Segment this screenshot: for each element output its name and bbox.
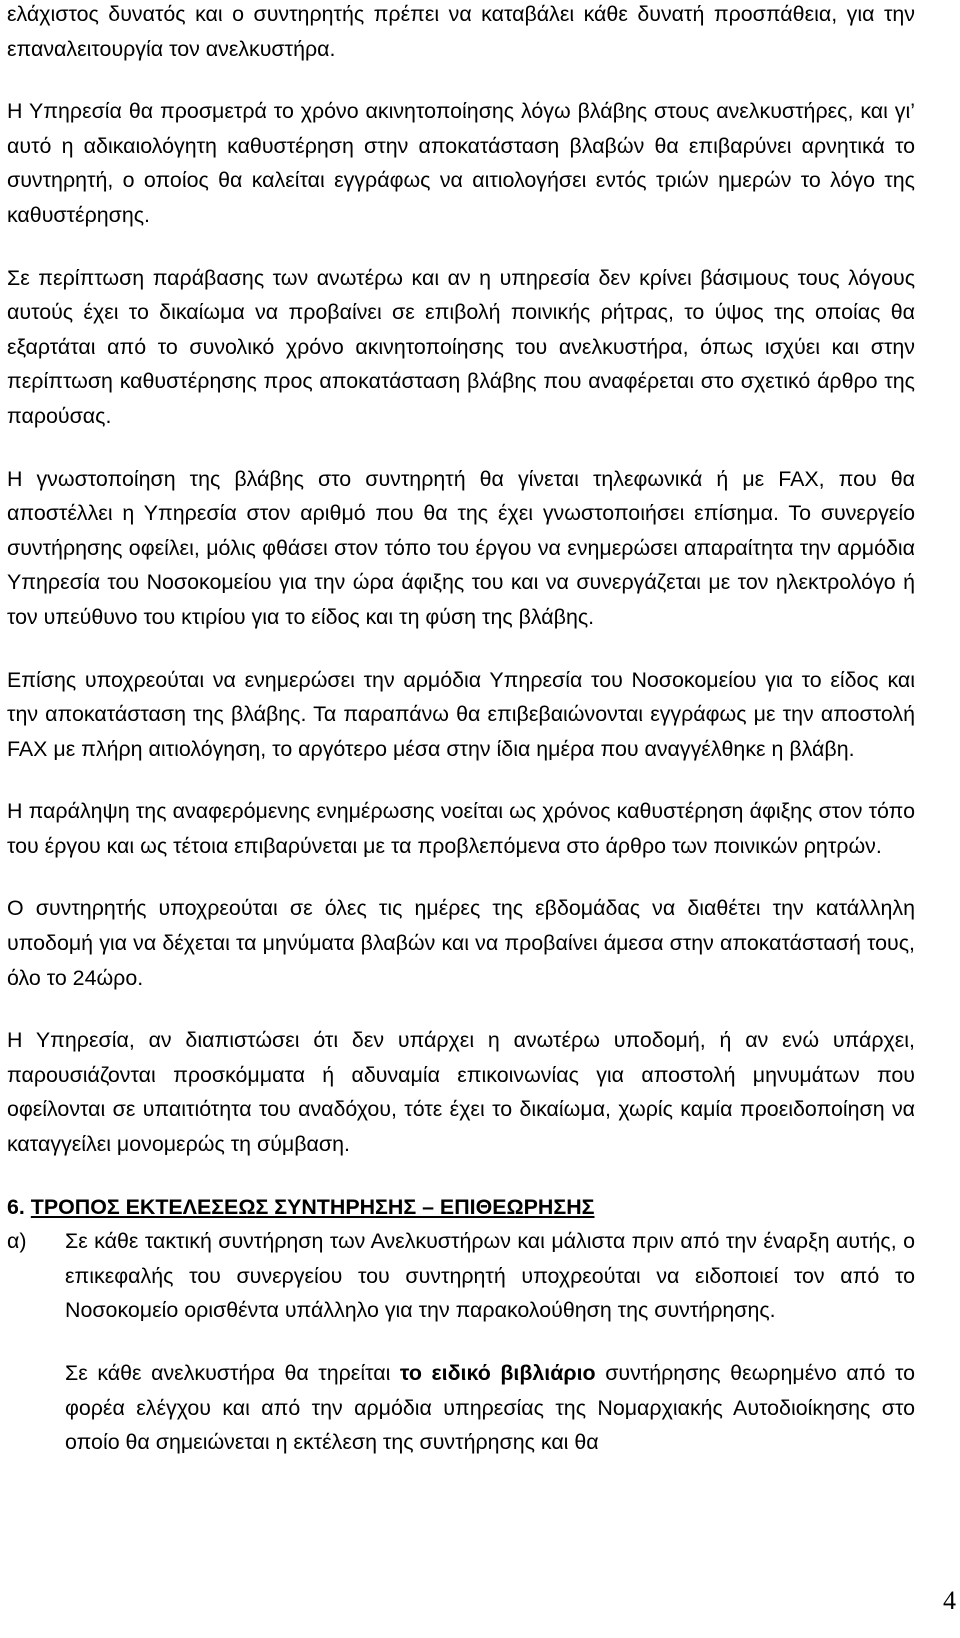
document-page bbox=[7, 0, 915, 1460]
list-item-text: Σε κάθε τακτική συντήρηση των Ανελκυστήρων και μάλιστα πριν από την έναρξη αυτής, ο επικεφαλής του συνεργείου του συντηρητή υποχρεούται να ειδοποιεί τον από το Νοσοκομείο ορισθέντα υπάλληλο για την παρακολούθηση της συντήρησης. bbox=[65, 1229, 915, 1323]
paragraph-special-booklet bbox=[65, 1356, 915, 1460]
list-item-marker: α) bbox=[7, 1229, 27, 1254]
paragraph-fax-confirmation: Επίσης υποχρεούται να ενημερώσει την αρμόδια Υπηρεσία του Νοσοκομείου για το είδος και την αποκατάσταση της βλάβης. Τα παραπάνω θα επιβεβαιώνονται εγγράφως με την αποστολή FAX με πλήρη αιτιολόγηση, το αργότερο μέσα στην ίδια ημέρα που αναγγέλθηκε η βλάβη. bbox=[7, 667, 915, 761]
paragraph-continuation: ελάχιστος δυνατός και ο συντηρητής πρέπει να καταβάλει κάθε δυνατή προσπάθεια, για την επαναλειτουργία τον ανελκυστήρα. bbox=[7, 2, 915, 61]
section-title: ΤΡΟΠΟΣ ΕΚΤΕΛΕΣΕΩΣ ΣΥΝΤΗΡΗΣΗΣ – ΕΠΙΘΕΩΡΗΣΗΣ bbox=[30, 1194, 595, 1219]
section-heading bbox=[7, 1190, 915, 1225]
booklet-text-before: Σε κάθε ανελκυστήρα θα τηρείται bbox=[65, 1361, 400, 1385]
booklet-bold-phrase: το ειδικό βιβλιάριο bbox=[399, 1361, 596, 1385]
paragraph-contract-termination: Η Υπηρεσία, αν διαπιστώσει ότι δεν υπάρχει η ανωτέρω υποδομή, ή αν ενώ υπάρχει, παρουσιάζονται προσκόμματα ή αδυναμία επικοινωνίας για αποστολή μηνυμάτων που οφείλονται σε υπαιτιότητα του αναδόχου, τότε έχει το δικαίωμα, χωρίς καμία προειδοποίηση να καταγγείλει μονομερώς τη σύμβαση. bbox=[7, 1028, 915, 1157]
paragraph-penalty: Σε περίπτωση παράβασης των ανωτέρω και αν η υπηρεσία δεν κρίνει βάσιμους τους λόγους αυτούς έχει το δικαίωμα να προβαίνει σε επιβολή ποινικής ρήτρας, το ύψος της οποίας θα εξαρτάται από το συνολικό χρόνο ακινητοποίησης του ανελκυστήρα, όπως ισχύει και στην περίπτωση καθυστέρησης προς αποκατάσταση βλάβης που αναφέρεται στο σχετικό άρθρο της παρούσας. bbox=[7, 265, 915, 428]
paragraph-downtime: Η Υπηρεσία θα προσμετρά το χρόνο ακινητοποίησης λόγω βλάβης στους ανελκυστήρες, και γι’ αυτό η αδικαιολόγητη καθυστέρηση στην αποκατάσταση βλαβών θα επιβαρύνει αρνητικά το συντηρητή, ο οποίος θα καλείται εγγράφως να αιτιολογήσει εντός τριών ημερών το λόγο της καθυστέρησης. bbox=[7, 99, 915, 227]
paragraph-omission: Η παράληψη της αναφερόμενης ενημέρωσης νοείται ως χρόνος καθυστέρηση άφιξης στον τόπο του έργου και ως τέτοια επιβαρύνεται με τα προβλεπόμενα στο άρθρο των ποινικών ρητρών. bbox=[7, 799, 915, 858]
page-number: 4 bbox=[943, 1586, 956, 1615]
paragraph-24h-infrastructure: Ο συντηρητής υποχρεούται σε όλες τις ημέρες της εβδομάδας να διαθέτει την κατάλληλη υποδομή για να δέχεται τα μηνύματα βλαβών και να προβαίνει άμεσα στην αποκατάστασή τους, όλο το 24ώρο. bbox=[7, 896, 915, 990]
paragraph-fault-notification: Η γνωστοποίηση της βλάβης στο συντηρητή θα γίνεται τηλεφωνικά ή με FAX, που θα αποστέλλει η Υπηρεσία στον αριθμό που θα της έχει γνωστοποιήσει επίσημα. Το συνεργείο συντήρησης οφείλει, μόλις φθάσει στον τόπο του έργου να ενημερώσει απαραίτητα την αρμόδια Υπηρεσία του Νοσοκομείου για την ώρα άφιξης του και να συνεργάζεται με τον ηλεκτρολόγο ή τον υπεύθυνο του κτιρίου για το είδος και τη φύση της βλάβης. bbox=[7, 466, 915, 629]
booklet-text-after: συντήρησης θεωρημένο από το φορέα ελέγχου και από την αρμόδια υπηρεσίας της Νομαρχιακής Αυτοδιοίκησης στο οποίο θα σημειώνεται η εκτέλεση της συντήρησης και θα bbox=[65, 1361, 916, 1455]
list-item-a bbox=[7, 1224, 915, 1328]
section-number: 6. bbox=[7, 1194, 25, 1219]
